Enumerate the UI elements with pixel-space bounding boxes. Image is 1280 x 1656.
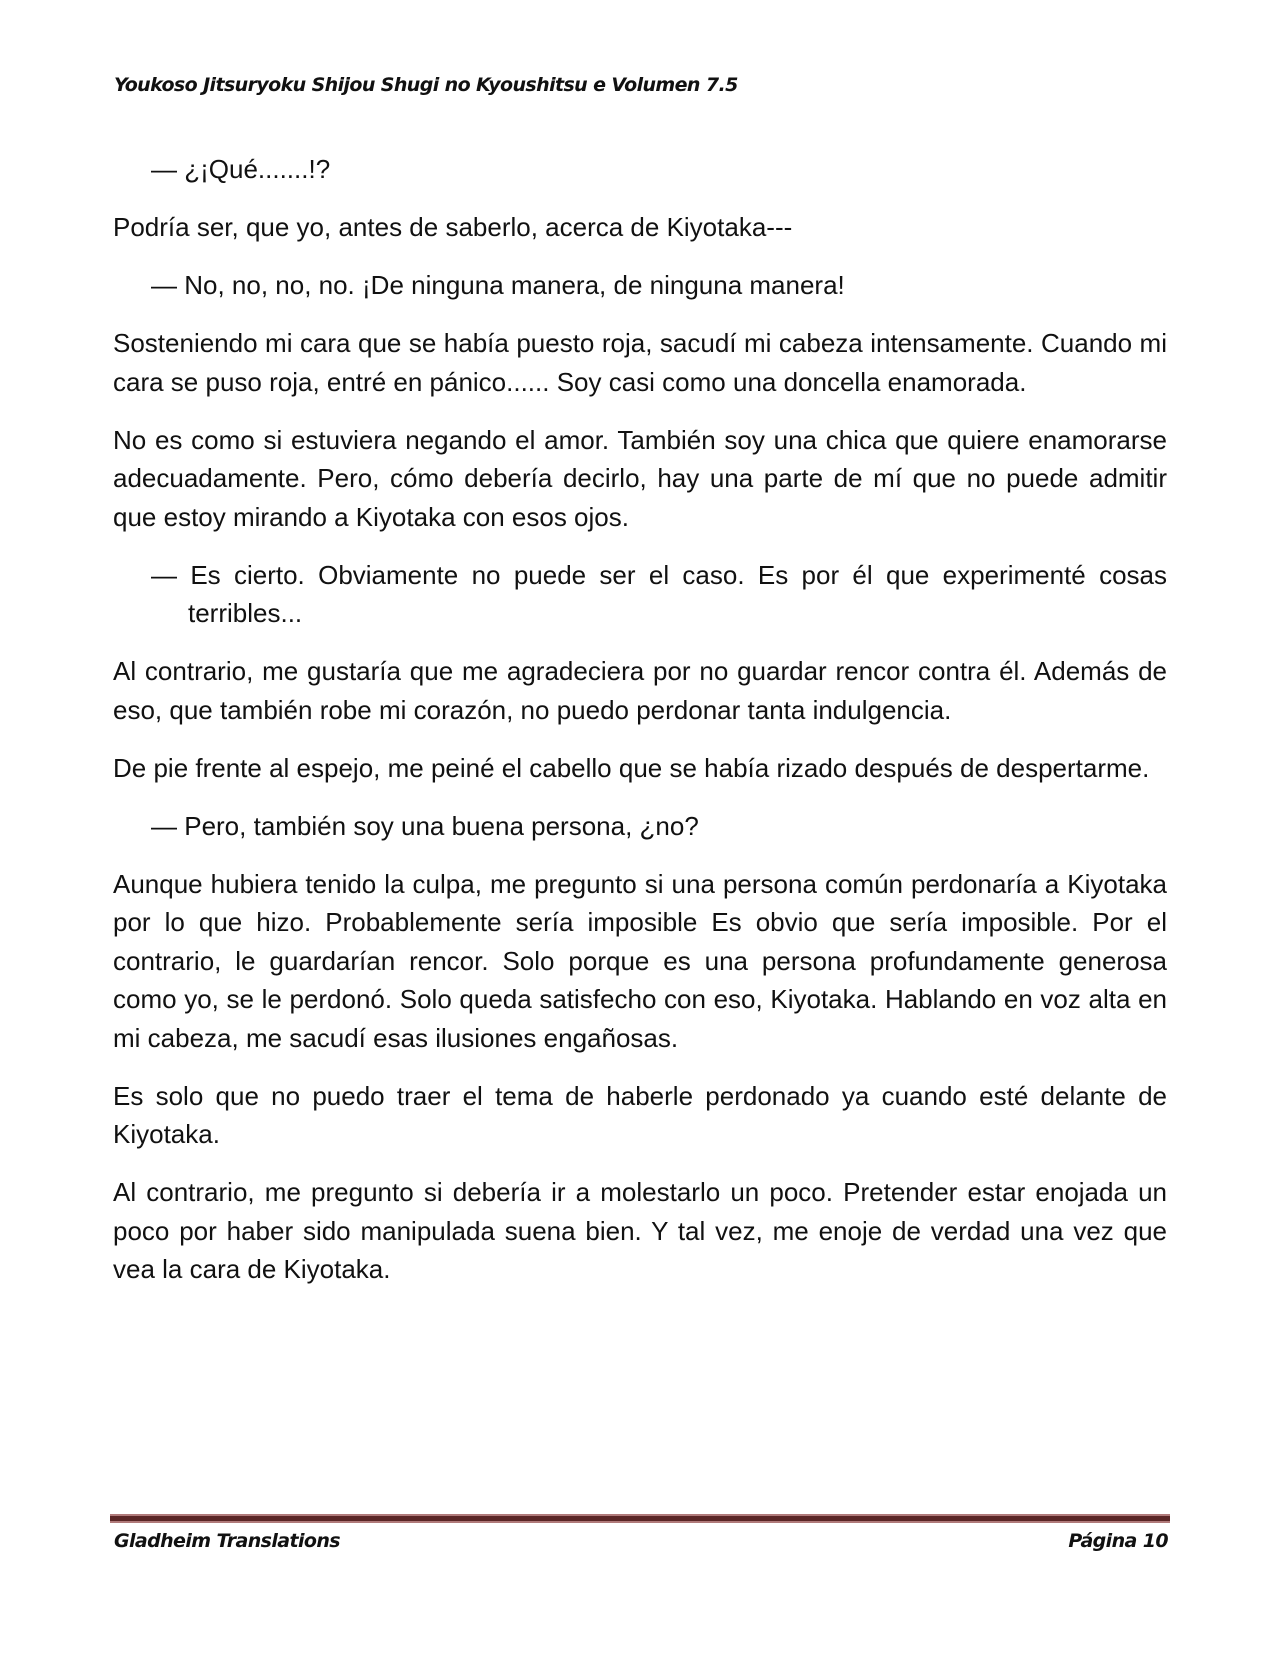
paragraph: No es como si estuviera negando el amor. También soy una chica que quiere enamorarse adecuadamente. Pero, cómo debería decirlo, hay una parte de mí que no puede admitir que estoy mirando a Kiyotaka con esos ojos. xyxy=(113,424,1167,532)
paragraph: Podría ser, que yo, antes de saberlo, acerca de Kiyotaka--- xyxy=(113,212,793,242)
dialogue-line: — Pero, también soy una buena persona, ¿no? xyxy=(151,810,699,841)
paragraph: Aunque hubiera tenido la culpa, me pregunto si una persona común perdonaría a Kiyotaka por lo que hizo. Probablemente sería imposible Es obvio que sería imposible. Por el contrario, le guardarían rencor. Solo porque es una persona profundamente generosa como yo, se le perdonó. Solo queda satisfecho con eso, Kiyotaka. Hablando en voz alta en mi cabeza, me sacudí esas ilusiones engañosas. xyxy=(113,868,1167,1053)
dialogue-line: — ¿¡Qué.......!? xyxy=(151,154,331,184)
page-body xyxy=(113,150,1167,1308)
footer-credit: Gladheim Translations xyxy=(114,1530,340,1552)
paragraph: Sosteniendo mi cara que se había puesto roja, sacudí mi cabeza intensamente. Cuando mi cara se puso roja, entré en pánico...... Soy casi como una doncella enamorada. xyxy=(113,328,1167,397)
dialogue-line: — Es cierto. Obviamente no puede ser el caso. Es por él que experimenté cosas terribles... xyxy=(151,559,1167,628)
dialogue-line: — No, no, no, no. ¡De ninguna manera, de ninguna manera! xyxy=(151,270,845,300)
running-header: Youkoso Jitsuryoku Shijou Shugi no Kyoushitsu e Volumen 7.5 xyxy=(114,74,738,96)
paragraph: De pie frente al espejo, me peiné el cabello que se había rizado después de despertarme. xyxy=(113,752,1150,783)
paragraph: Al contrario, me pregunto si debería ir a molestarlo un poco. Pretender estar enojada un poco por haber sido manipulada suena bien. Y tal vez, me enoje de verdad una vez que vea la cara de Kiyotaka. xyxy=(113,1177,1167,1284)
paragraph: Es solo que no puedo traer el tema de haberle perdonado ya cuando esté delante de Kiyotaka. xyxy=(113,1080,1167,1149)
paragraph: Al contrario, me gustaría que me agradeciera por no guardar rencor contra él. Además de eso, que también robe mi corazón, no puedo perdonar tanta indulgencia. xyxy=(113,656,1167,725)
page-number: Página 10 xyxy=(1068,1530,1168,1552)
footer-rule xyxy=(110,1514,1170,1523)
